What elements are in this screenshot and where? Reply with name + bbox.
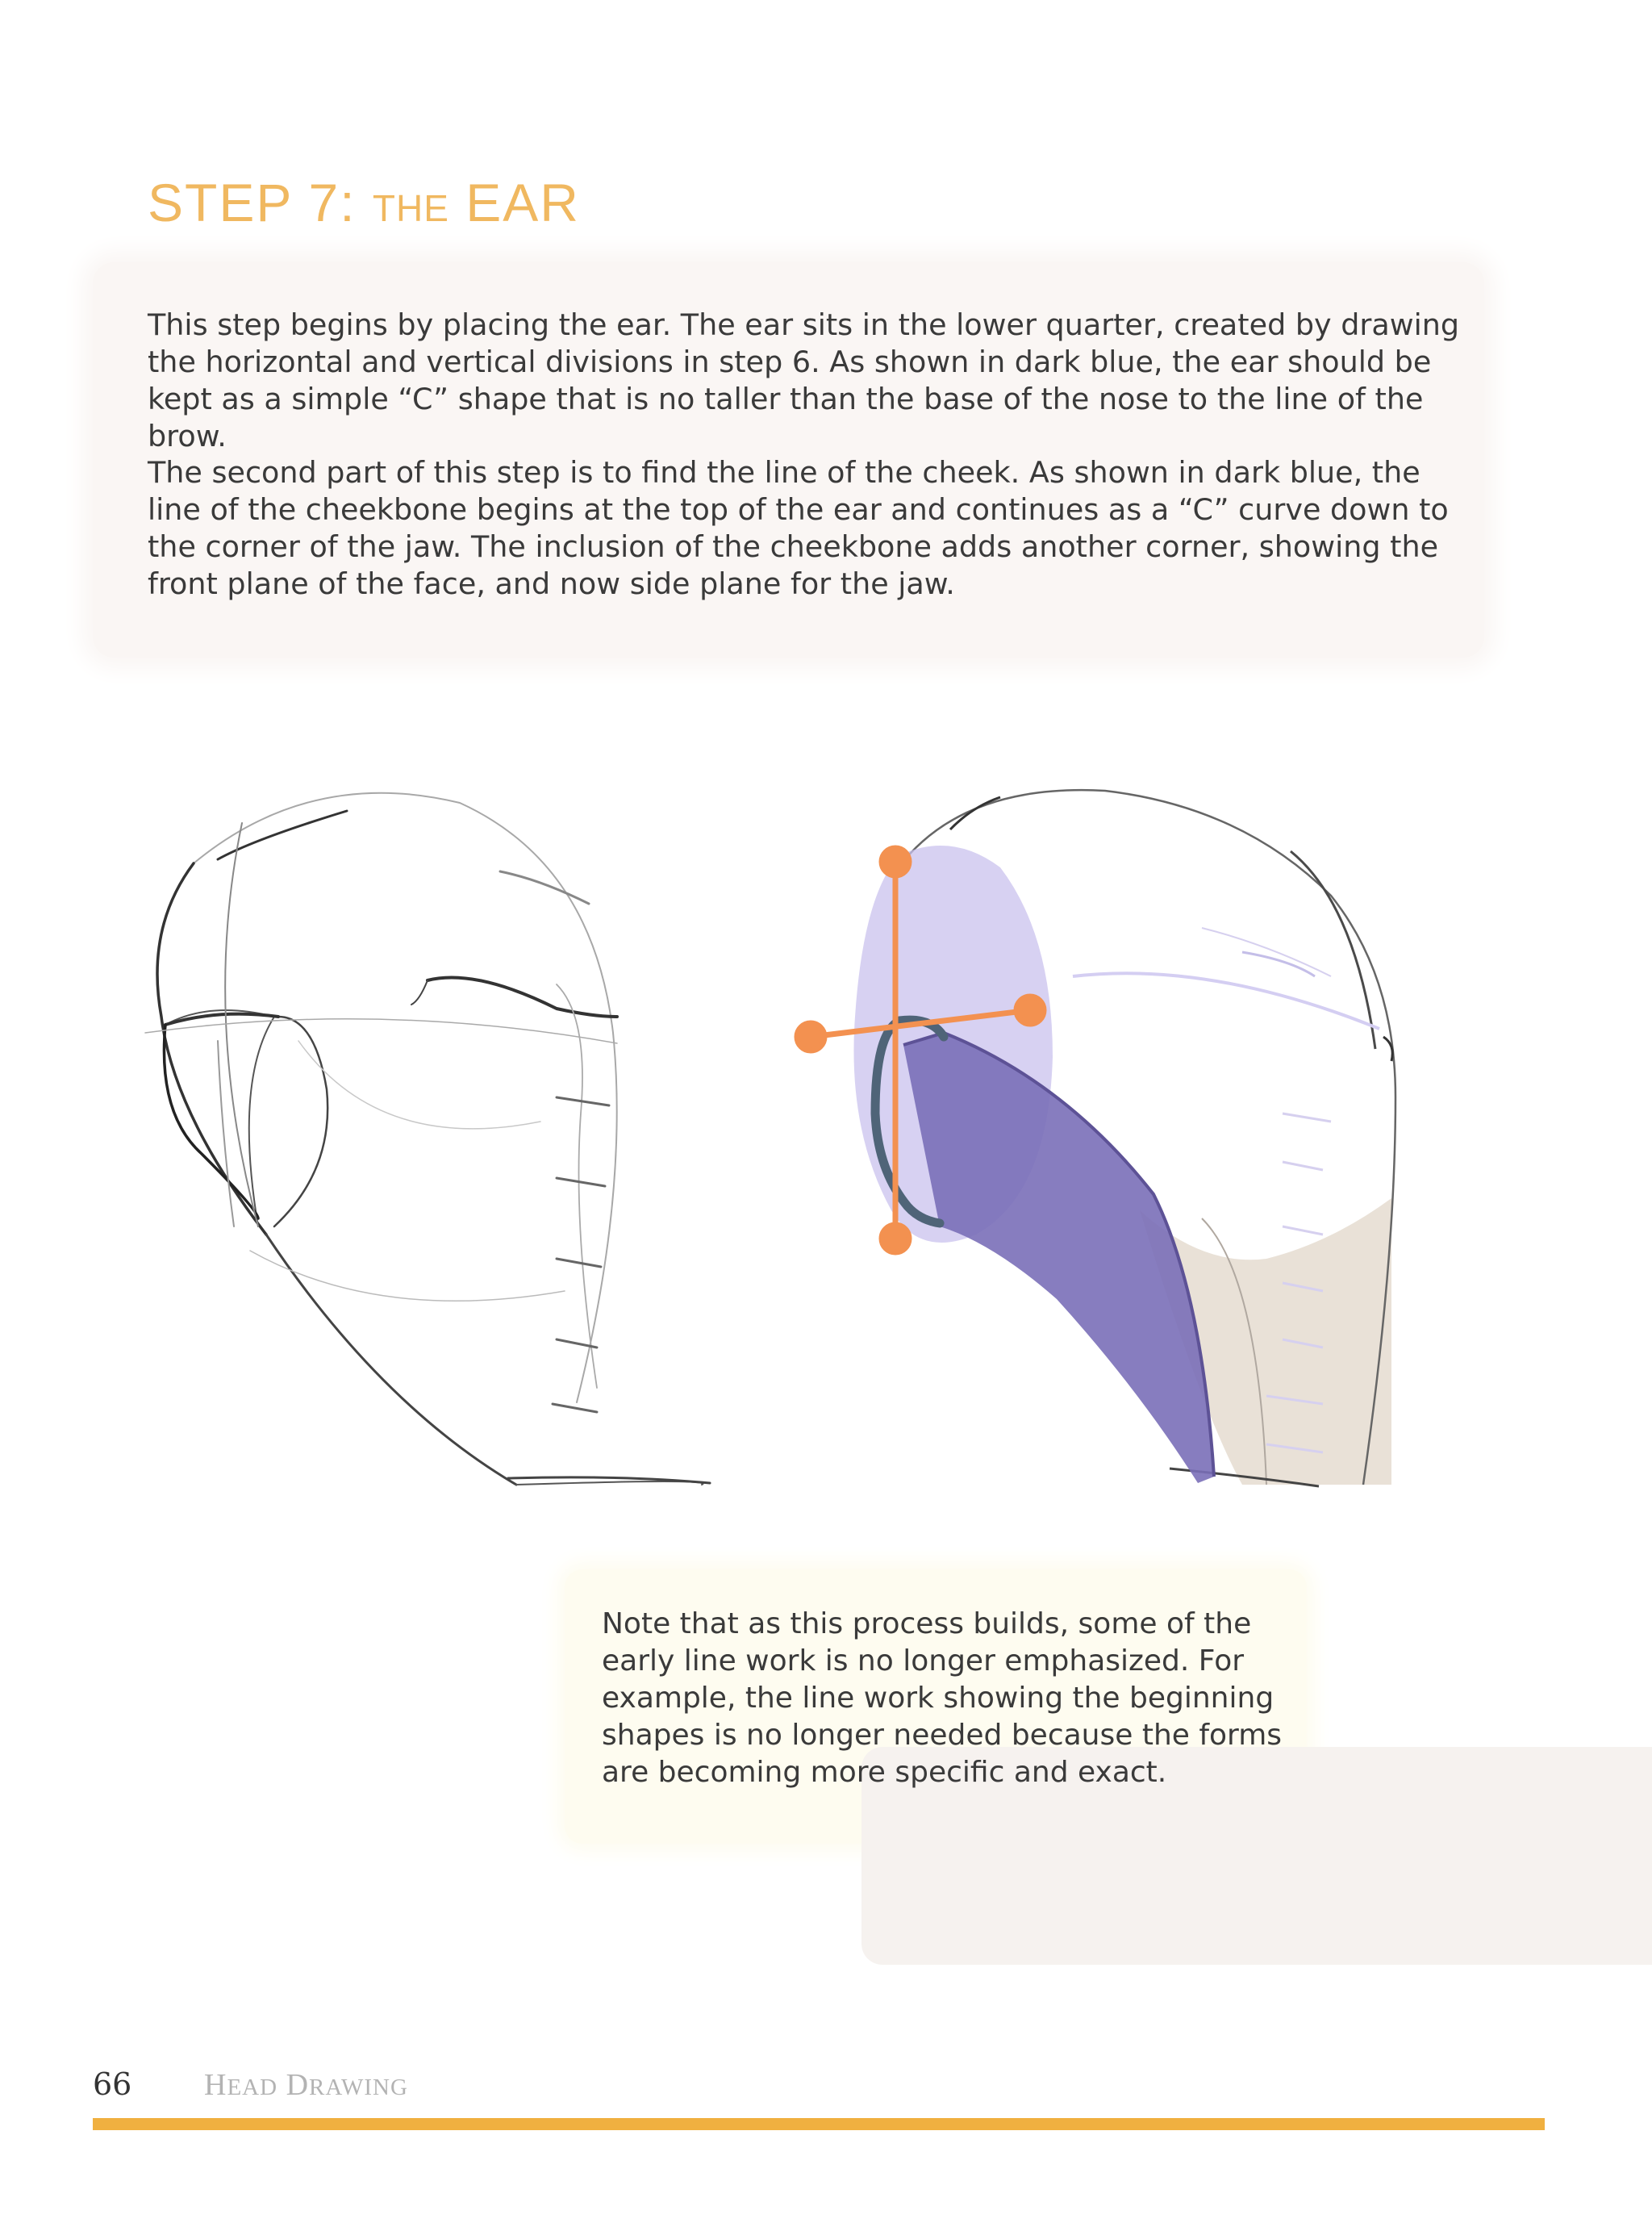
left-head-sketch (145, 793, 710, 1485)
right-head-diagram (797, 790, 1395, 1486)
intro-paragraph-2: The second part of this step is to find the line of the cheek. As shown in dark blue, the line of the cheekbone begins at the top of the ear and continues as a “C” curve down to the corner of the jaw. The inclusion of the cheekbone adds another corner, showing the front plane of the face, and now side plane for the jaw. (148, 455, 1449, 601)
running-title-initial-1: H (204, 2068, 227, 2102)
running-title-rest-1: EAD (227, 2074, 278, 2100)
head-drawing-illustration (137, 775, 1428, 1533)
note-text: Note that as this process builds, some of the early line work is no longer emphasized. For example, the line work showing the beginning shapes is no longer needed because the forms are becoming more specific and exact. (602, 1607, 1283, 1789)
running-title-initial-2: D (286, 2068, 310, 2102)
heading-step: STEP 7: (148, 173, 357, 232)
page-number: 66 (93, 2066, 132, 2102)
running-title-rest-2: RAWING (309, 2074, 408, 2100)
intro-paragraph-1: This step begins by placing the ear. The ear sits in the lower quarter, created by drawing the horizontal and vertical divisions in step 6. As shown in dark blue, the ear should be kept as a simple “C” shape that is no taller than the base of the nose to the line of the brow. (148, 307, 1460, 453)
heading-title: EAR (465, 173, 580, 232)
heading-the: THE (372, 187, 449, 229)
running-title (204, 2067, 408, 2103)
section-heading (148, 173, 580, 232)
footer-rule (93, 2118, 1545, 2130)
